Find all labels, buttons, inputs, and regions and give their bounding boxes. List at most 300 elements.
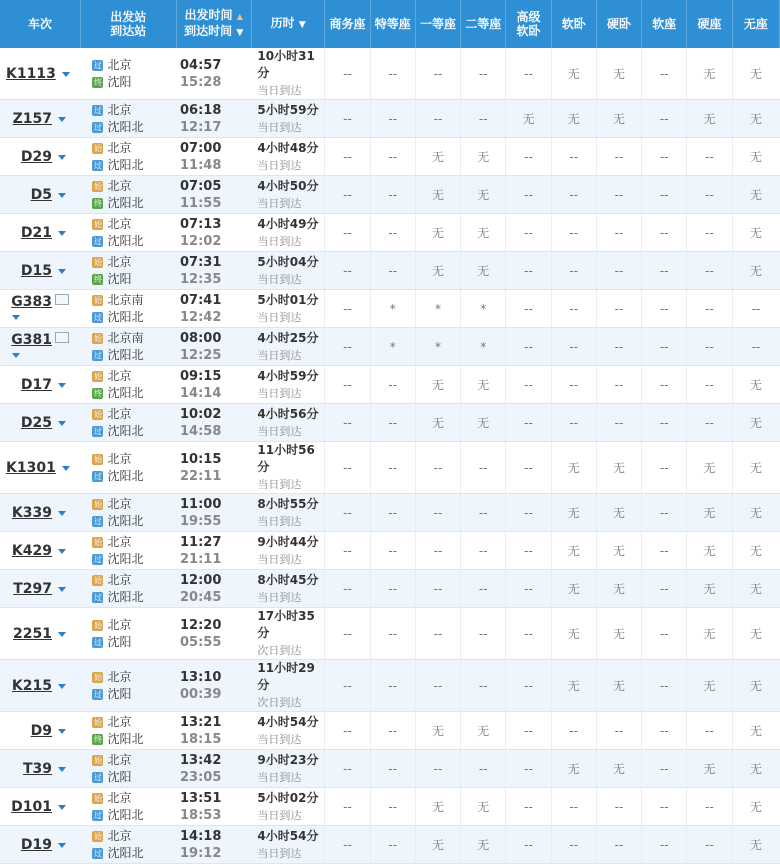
train-number-link[interactable]: D19 [20,836,52,853]
seat-no-seat: 无 [732,176,779,214]
table-row[interactable] [0,570,780,608]
stations-cell [80,712,176,750]
times-cell [176,750,251,788]
duration-value: 4小时54分 [257,714,319,729]
duration-cell [251,48,324,100]
seat-business: -- [325,532,370,570]
table-row[interactable] [0,252,780,290]
from-station: 北京 [107,496,132,511]
duration-cell [251,532,324,570]
expand-stops-icon[interactable] [58,549,66,554]
seat-first: -- [415,48,460,100]
seat-special: -- [370,788,415,826]
seat-business: -- [325,252,370,290]
to-station: 沈阳北 [107,807,144,822]
start-station-icon: 始 [93,575,102,585]
header-train-no: 车次 [0,0,80,48]
from-station: 北京 [107,254,132,269]
duration-cell [251,100,324,138]
seat-hard-seat: -- [687,328,732,366]
departure-time: 11:27 [180,534,222,550]
expand-stops-icon[interactable] [58,767,66,772]
times-cell [176,138,251,176]
seat-first: 无 [415,788,460,826]
duration-cell [251,176,324,214]
seat-second: 无 [461,138,506,176]
from-station: 北京 [107,534,132,549]
seat-first: 无 [415,826,460,864]
train-number-link[interactable]: D21 [20,224,52,241]
train-number-cell [0,608,80,660]
seat-special: -- [370,532,415,570]
end-station-icon: 终 [93,274,102,284]
train-number-link[interactable]: D25 [20,414,52,431]
expand-stops-icon[interactable] [12,353,20,358]
seat-no-seat: 无 [732,442,779,494]
seat-special: -- [370,570,415,608]
to-station: 沈阳 [107,769,132,784]
to-station: 沈阳北 [107,157,144,172]
to-station: 沈阳 [107,74,132,89]
table-row[interactable] [0,48,780,100]
duration-value: 9小时23分 [257,752,319,767]
table-row[interactable] [0,404,780,442]
seat-deluxe-sleeper: -- [506,138,551,176]
seat-second: 无 [461,176,506,214]
seat-soft-sleeper: 无 [551,494,596,532]
seat-business: -- [325,100,370,138]
seat-deluxe-sleeper: -- [506,788,551,826]
from-station: 北京 [107,406,132,421]
seat-second: -- [461,570,506,608]
train-number-link[interactable]: D101 [11,798,52,815]
train-number-cell [0,826,80,864]
pass-station-icon: 过 [93,60,102,70]
seat-second: 无 [461,826,506,864]
times-cell [176,176,251,214]
train-number-link[interactable]: K429 [11,542,52,559]
arrival-day: 当日到达 [257,552,302,566]
train-number-link[interactable]: K1113 [6,65,56,82]
from-station: 北京 [107,216,132,231]
duration-cell [251,404,324,442]
expand-stops-icon[interactable] [58,587,66,592]
seat-deluxe-sleeper: -- [506,176,551,214]
arrival-day: 当日到达 [257,120,302,134]
from-station: 北京 [107,790,132,805]
departure-time: 11:00 [180,496,222,512]
table-row[interactable] [0,660,780,712]
header-stations[interactable] [80,0,176,48]
seat-business: -- [325,826,370,864]
departure-time: 07:31 [180,254,222,270]
seat-no-seat: 无 [732,404,779,442]
seat-soft-sleeper: -- [551,712,596,750]
seat-soft-sleeper: -- [551,788,596,826]
sort-desc-icon: ▼ [236,28,244,38]
train-number-link[interactable]: K1301 [6,459,56,476]
seat-soft-seat: -- [642,532,687,570]
train-number-link[interactable]: D15 [20,262,52,279]
seat-special: -- [370,48,415,100]
seat-special: -- [370,252,415,290]
seat-first: 无 [415,252,460,290]
train-number-link[interactable]: K339 [11,504,52,521]
train-number-link[interactable]: D29 [20,148,52,165]
expand-stops-icon[interactable] [58,421,66,426]
seat-second: 无 [461,712,506,750]
seat-no-seat: 无 [732,138,779,176]
train-rows [0,48,780,864]
train-number-link[interactable]: G383 [11,293,52,310]
start-station-icon: 始 [93,717,102,727]
table-row[interactable] [0,214,780,252]
to-station: 沈阳 [107,686,132,701]
to-station: 沈阳北 [107,195,144,210]
seat-hard-seat: -- [687,712,732,750]
duration-value: 10小时31分 [257,49,315,80]
table-row[interactable] [0,290,780,328]
seat-second: * [461,290,506,328]
pass-station-icon: 过 [93,637,102,647]
seat-hard-seat: 无 [687,660,732,712]
seat-hard-seat: 无 [687,532,732,570]
seat-second: 无 [461,252,506,290]
header-row [0,0,780,48]
seat-second: 无 [461,788,506,826]
train-number-link[interactable]: K215 [11,677,52,694]
departure-time: 12:00 [180,572,222,588]
seat-business: -- [325,442,370,494]
from-station: 北京 [107,828,132,843]
seat-hard-sleeper: -- [596,176,641,214]
table-row[interactable] [0,138,780,176]
train-number-link[interactable]: D9 [30,722,52,739]
pass-station-icon: 过 [93,848,102,858]
arrival-day: 次日到达 [257,696,302,709]
arrival-day: 当日到达 [257,310,302,324]
seat-deluxe-sleeper: -- [506,442,551,494]
seat-special: * [370,290,415,328]
seat-soft-sleeper: -- [551,826,596,864]
train-number-link[interactable]: T39 [22,760,52,777]
header-to-station: 到达站 [110,24,147,38]
header-seat-special: 特等座 [370,0,415,48]
seat-deluxe-sleeper: -- [506,570,551,608]
from-station: 北京 [107,451,132,466]
duration-value: 5小时04分 [257,254,319,269]
seat-special: -- [370,660,415,712]
duration-value: 17小时35分 [257,609,315,640]
times-cell [176,48,251,100]
seat-special: -- [370,366,415,404]
seat-business: -- [325,138,370,176]
seat-soft-sleeper: 无 [551,750,596,788]
seat-first: -- [415,100,460,138]
stations-cell [80,442,176,494]
seat-special: -- [370,494,415,532]
train-number-cell [0,100,80,138]
seat-first: -- [415,494,460,532]
start-station-icon: 始 [93,793,102,803]
seat-hard-sleeper: 无 [596,750,641,788]
header-dep-time: 出发时间 [184,8,233,22]
seat-special: -- [370,214,415,252]
seat-first: 无 [415,176,460,214]
seat-soft-sleeper: -- [551,366,596,404]
seat-hard-seat: -- [687,252,732,290]
seat-no-seat: 无 [732,100,779,138]
seat-first: -- [415,608,460,660]
arrival-time: 11:48 [180,157,222,173]
seat-business: -- [325,290,370,328]
seat-no-seat: 无 [732,366,779,404]
end-station-icon: 终 [93,77,102,87]
seat-first: -- [415,442,460,494]
seat-soft-sleeper: -- [551,138,596,176]
seat-hard-sleeper: -- [596,788,641,826]
train-number-cell [0,214,80,252]
departure-time: 07:41 [180,292,222,308]
stations-cell [80,100,176,138]
seat-soft-sleeper: -- [551,290,596,328]
seat-hard-sleeper: -- [596,252,641,290]
table-row[interactable] [0,366,780,404]
seat-soft-sleeper: 无 [551,608,596,660]
departure-time: 10:15 [180,451,222,467]
stations-cell [80,48,176,100]
seat-no-seat: 无 [732,48,779,100]
pass-station-icon: 过 [93,350,102,360]
expand-stops-icon[interactable] [58,843,66,848]
seat-second: -- [461,750,506,788]
arrival-time: 12:02 [180,233,222,249]
seat-soft-sleeper: 无 [551,48,596,100]
pass-station-icon: 过 [93,426,102,436]
seat-no-seat: -- [732,328,779,366]
expand-stops-icon[interactable] [58,269,66,274]
expand-stops-icon[interactable] [58,231,66,236]
train-number-cell [0,404,80,442]
train-number-link[interactable]: G381 [11,331,52,348]
id-card-icon [55,332,69,343]
header-seat-no-seat: 无座 [732,0,779,48]
seat-hard-sleeper: -- [596,366,641,404]
pass-station-icon: 过 [93,516,102,526]
seat-hard-seat: -- [687,290,732,328]
duration-cell [251,366,324,404]
departure-time: 08:00 [180,330,222,346]
start-station-icon: 始 [93,295,102,305]
seat-hard-seat: 无 [687,494,732,532]
arrival-day: 当日到达 [257,808,302,822]
id-card-icon [55,294,69,305]
seat-hard-sleeper: 无 [596,660,641,712]
train-number-link[interactable]: D17 [20,376,52,393]
seat-hard-sleeper: 无 [596,494,641,532]
from-station: 北京 [107,140,132,155]
seat-soft-seat: -- [642,712,687,750]
table-row[interactable] [0,608,780,660]
expand-stops-icon[interactable] [62,466,70,471]
seat-soft-seat: -- [642,138,687,176]
seat-deluxe-sleeper: -- [506,48,551,100]
seat-no-seat: 无 [732,532,779,570]
stations-cell [80,252,176,290]
header-from-station: 出发站 [110,10,147,24]
times-cell [176,252,251,290]
table-row[interactable] [0,532,780,570]
duration-cell [251,712,324,750]
arrival-time: 18:15 [180,731,222,747]
header-times[interactable] [176,0,251,48]
arrival-day: 次日到达 [257,644,302,657]
table-row[interactable] [0,712,780,750]
stations-cell [80,570,176,608]
train-number-cell [0,494,80,532]
seat-deluxe-sleeper: -- [506,404,551,442]
times-cell [176,366,251,404]
seat-soft-sleeper: -- [551,214,596,252]
arrival-day: 当日到达 [257,234,302,248]
duration-cell [251,138,324,176]
table-row[interactable] [0,788,780,826]
table-row[interactable] [0,750,780,788]
departure-time: 07:05 [180,178,222,194]
arrival-day: 当日到达 [257,590,302,604]
expand-stops-icon[interactable] [58,383,66,388]
table-row[interactable] [0,494,780,532]
seat-hard-sleeper: 无 [596,100,641,138]
train-number-link[interactable]: T297 [13,580,52,597]
pass-station-icon: 过 [93,122,102,132]
train-number-cell [0,788,80,826]
table-row[interactable] [0,100,780,138]
train-number-link[interactable]: Z157 [12,110,52,127]
stations-cell [80,176,176,214]
seat-no-seat: 无 [732,826,779,864]
expand-stops-icon[interactable] [58,632,66,637]
train-number-cell [0,176,80,214]
stations-cell [80,494,176,532]
table-row[interactable] [0,328,780,366]
to-station: 沈阳北 [107,551,144,566]
seat-hard-seat: 无 [687,100,732,138]
expand-stops-icon[interactable] [58,805,66,810]
duration-value: 5小时02分 [257,790,319,805]
seat-deluxe-sleeper: -- [506,660,551,712]
times-cell [176,404,251,442]
seat-hard-seat: 无 [687,48,732,100]
expand-stops-icon[interactable] [62,72,70,77]
seat-second: -- [461,608,506,660]
seat-second: -- [461,48,506,100]
end-station-icon: 终 [93,734,102,744]
train-number-link[interactable]: 2251 [13,625,52,642]
duration-value: 8小时45分 [257,572,319,587]
seat-second: 无 [461,214,506,252]
expand-stops-icon[interactable] [58,193,66,198]
arrival-time: 05:55 [180,634,222,650]
stations-cell [80,214,176,252]
duration-value: 4小时56分 [257,406,319,421]
seat-first: 无 [415,712,460,750]
departure-time: 09:15 [180,368,222,384]
seat-second: 无 [461,404,506,442]
table-row[interactable] [0,442,780,494]
train-number-cell [0,328,80,366]
expand-stops-icon[interactable] [58,729,66,734]
seat-soft-seat: -- [642,788,687,826]
seat-first: -- [415,532,460,570]
start-station-icon: 始 [93,371,102,381]
expand-stops-icon[interactable] [58,684,66,689]
start-station-icon: 始 [93,537,102,547]
train-number-cell [0,252,80,290]
expand-stops-icon[interactable] [58,117,66,122]
departure-time: 07:13 [180,216,222,232]
start-station-icon: 始 [93,672,102,682]
seat-business: -- [325,48,370,100]
duration-value: 4小时54分 [257,828,319,843]
departure-time: 06:18 [180,102,222,118]
duration-cell [251,252,324,290]
seat-hard-seat: -- [687,366,732,404]
duration-value: 4小时59分 [257,368,319,383]
seat-soft-seat: -- [642,214,687,252]
train-number-cell [0,366,80,404]
arrival-day: 当日到达 [257,158,302,172]
seat-business: -- [325,366,370,404]
pass-station-icon: 过 [93,592,102,602]
arrival-time: 23:05 [180,769,222,785]
from-station: 北京 [107,178,132,193]
seat-first: 无 [415,404,460,442]
times-cell [176,214,251,252]
expand-stops-icon[interactable] [58,155,66,160]
duration-cell [251,494,324,532]
table-row[interactable] [0,826,780,864]
arrival-day: 当日到达 [257,272,302,286]
table-row[interactable] [0,176,780,214]
stations-cell [80,328,176,366]
seat-special: -- [370,442,415,494]
duration-value: 5小时59分 [257,102,319,117]
seat-second: -- [461,494,506,532]
stations-cell [80,138,176,176]
pass-station-icon: 过 [93,471,102,481]
seat-special: -- [370,608,415,660]
seat-soft-sleeper: 无 [551,570,596,608]
seat-business: -- [325,608,370,660]
seat-hard-sleeper: 无 [596,442,641,494]
seat-hard-seat: 无 [687,750,732,788]
arrival-day: 当日到达 [257,424,302,438]
expand-stops-icon[interactable] [58,511,66,516]
train-number-link[interactable]: D5 [30,186,52,203]
from-station: 北京南 [107,330,144,345]
seat-second: 无 [461,366,506,404]
duration-cell [251,608,324,660]
seat-second: -- [461,442,506,494]
header-duration[interactable]: 历时 ▼ [251,0,324,48]
expand-stops-icon[interactable] [12,315,20,320]
pass-station-icon: 过 [93,160,102,170]
times-cell [176,100,251,138]
departure-time: 13:42 [180,752,222,768]
to-station: 沈阳北 [107,513,144,528]
start-station-icon: 始 [93,620,102,630]
